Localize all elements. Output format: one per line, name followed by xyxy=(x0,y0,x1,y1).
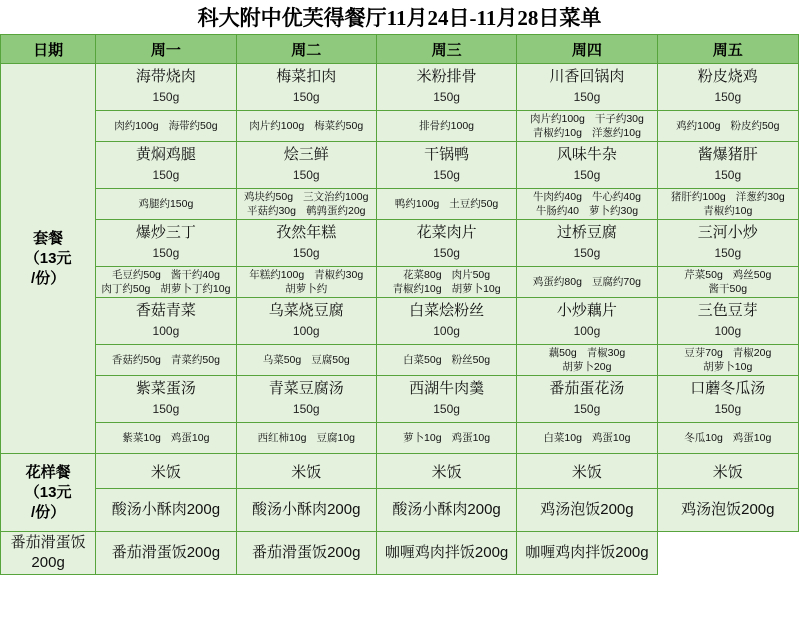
ingredient: 青椒20g xyxy=(732,347,772,359)
ingredient: 年糕约100g xyxy=(249,269,305,281)
dish-name: 米粉排骨 xyxy=(416,68,477,85)
dish-cell xyxy=(96,298,236,345)
dish-cell xyxy=(236,142,376,189)
staple-cell: 米饭 xyxy=(96,454,236,489)
ingredient: 胡萝卜丁约10g xyxy=(160,283,231,295)
header-day-5: 周五 xyxy=(657,35,798,64)
ingredient: 鸡腿约150g xyxy=(138,198,194,210)
dish-name: 香菇青菜 xyxy=(135,302,196,319)
ingredient: 胡萝卜约 xyxy=(285,283,328,295)
dish-weight: 200g xyxy=(186,501,221,518)
dish-weight: 150g xyxy=(152,402,180,416)
dish-name: 酱爆猪肝 xyxy=(697,146,758,163)
ingredient: 牛心约40g xyxy=(591,191,641,203)
ingredient: 胡萝卜10g xyxy=(451,283,501,295)
dish-cell xyxy=(376,376,516,423)
ingredient: 猪肝约100g xyxy=(670,191,726,203)
dish-name: 过桥豆腐 xyxy=(556,224,617,241)
ingredient-cell xyxy=(517,189,657,220)
ingredient: 香菇约50g xyxy=(111,354,161,366)
ingredient: 牛肠约40 xyxy=(535,205,580,217)
flower-meal-cell xyxy=(517,532,657,575)
ingredient-cell xyxy=(517,267,657,298)
ingredient: 三文治约100g xyxy=(303,191,369,203)
dish-weight: 150g xyxy=(573,402,601,416)
flower-meal-cell xyxy=(517,489,657,532)
ingredient: 洋葱约10g xyxy=(591,127,641,139)
ingredient: 海带约50g xyxy=(168,120,218,132)
dish-cell xyxy=(236,64,376,111)
ingredient: 鸡蛋10g xyxy=(170,432,210,444)
dish-weight: 150g xyxy=(292,402,320,416)
header-day-1: 周一 xyxy=(96,35,236,64)
ingredient-cell xyxy=(657,189,798,220)
ingredient-cell xyxy=(517,111,657,142)
ingredient: 豆芽70g xyxy=(684,347,723,359)
ingredient: 冬瓜10g xyxy=(684,432,723,444)
flower-meal-cell xyxy=(657,489,798,532)
ingredient: 酱干50g xyxy=(708,283,748,295)
dish-weight: 100g xyxy=(714,324,742,338)
dish-weight: 200g xyxy=(186,544,221,561)
ingredient: 鸡丝50g xyxy=(732,269,772,281)
table-row xyxy=(1,532,799,575)
table-row xyxy=(1,64,799,111)
dish-weight: 150g xyxy=(573,90,601,104)
dish-weight: 150g xyxy=(714,246,742,260)
dish-cell xyxy=(96,376,236,423)
ingredient-cell xyxy=(657,423,798,454)
dish-cell xyxy=(96,220,236,267)
dish-weight: 200g xyxy=(615,544,649,561)
ingredient-cell xyxy=(376,111,516,142)
dish-weight: 200g xyxy=(741,501,775,518)
dish-weight: 150g xyxy=(152,246,180,260)
ingredient: 青菜约50g xyxy=(170,354,220,366)
ingredient: 白菜10g xyxy=(543,432,582,444)
dish-name: 咖喱鸡肉拌饭 xyxy=(384,544,475,561)
dish-cell xyxy=(517,220,657,267)
section-label-set-meal: 套餐 （13元 /份） xyxy=(1,64,96,454)
dish-name: 番茄滑蛋饭 xyxy=(111,544,187,561)
dish-cell xyxy=(376,64,516,111)
dish-weight: 100g xyxy=(292,324,320,338)
table-row xyxy=(1,376,799,423)
ingredient: 青椒约10g xyxy=(392,283,442,295)
ingredient-cell xyxy=(657,345,798,376)
dish-name: 酸汤小酥肉 xyxy=(392,501,468,518)
dish-cell xyxy=(236,220,376,267)
dish-cell xyxy=(517,298,657,345)
ingredient-cell xyxy=(236,345,376,376)
dish-name: 番茄滑蛋饭 xyxy=(252,544,328,561)
ingredient: 梅菜约50g xyxy=(314,120,364,132)
dish-cell xyxy=(96,142,236,189)
dish-cell xyxy=(376,142,516,189)
table-row xyxy=(1,142,799,189)
ingredient: 牛肉约40g xyxy=(532,191,582,203)
ingredient: 土豆约50g xyxy=(449,198,499,210)
ingredient-cell xyxy=(657,111,798,142)
ingredient: 芹菜50g xyxy=(684,269,723,281)
ingredient: 萝卜10g xyxy=(403,432,442,444)
ingredient-cell xyxy=(376,189,516,220)
ingredient: 鸭约100g xyxy=(394,198,440,210)
dish-weight: 150g xyxy=(292,90,320,104)
dish-weight: 150g xyxy=(292,246,320,260)
table-row xyxy=(1,454,799,489)
ingredient: 鸡约100g xyxy=(676,120,721,132)
ingredient: 乌菜50g xyxy=(262,354,302,366)
dish-name: 爆炒三丁 xyxy=(135,224,196,241)
ingredient: 肉片约100g xyxy=(529,113,585,125)
dish-cell xyxy=(376,298,516,345)
flower-meal-cell xyxy=(236,532,376,575)
dish-cell xyxy=(517,64,657,111)
dish-cell xyxy=(236,298,376,345)
ingredient: 鸡蛋10g xyxy=(732,432,772,444)
ingredient: 洋葱约30g xyxy=(735,191,785,203)
dish-name: 花菜肉片 xyxy=(416,224,477,241)
table-row xyxy=(1,220,799,267)
ingredient: 鸡蛋10g xyxy=(591,432,631,444)
dish-weight: 200g xyxy=(327,501,361,518)
flower-meal-cell xyxy=(96,532,236,575)
ingredient-cell xyxy=(236,189,376,220)
staple-cell: 米饭 xyxy=(657,454,798,489)
dish-weight: 150g xyxy=(714,168,742,182)
ingredient: 鸡蛋10g xyxy=(451,432,491,444)
dish-weight: 150g xyxy=(573,168,601,182)
ingredient: 粉皮约50g xyxy=(730,120,780,132)
dish-name: 紫菜蛋汤 xyxy=(135,380,196,397)
dish-cell xyxy=(517,376,657,423)
ingredient-cell xyxy=(376,423,516,454)
dish-name: 酸汤小酥肉 xyxy=(252,501,328,518)
dish-cell xyxy=(376,220,516,267)
ingredient-cell xyxy=(517,345,657,376)
flower-meal-cell xyxy=(96,489,236,532)
dish-name: 粉皮烧鸡 xyxy=(697,68,758,85)
dish-weight: 200g xyxy=(31,554,65,571)
dish-weight: 200g xyxy=(474,544,509,561)
page-title: 科大附中优芙得餐厅11月24日-11月28日菜单 xyxy=(0,0,799,34)
ingredient: 白菜50g xyxy=(403,354,442,366)
dish-cell xyxy=(517,142,657,189)
dish-weight: 100g xyxy=(152,324,180,338)
dish-cell xyxy=(236,376,376,423)
ingredient: 鹌鹑蛋约20g xyxy=(306,205,366,217)
dish-weight: 200g xyxy=(327,544,361,561)
staple-cell: 米饭 xyxy=(236,454,376,489)
dish-weight: 150g xyxy=(433,246,460,260)
header-day-3: 周三 xyxy=(376,35,516,64)
ingredient: 青椒约10g xyxy=(532,127,582,139)
table-row xyxy=(1,489,799,532)
ingredient: 萝卜约30g xyxy=(589,205,639,217)
dish-cell xyxy=(657,298,798,345)
dish-cell xyxy=(657,220,798,267)
dish-name: 海带烧肉 xyxy=(135,68,196,85)
dish-name: 孜然年糕 xyxy=(276,224,337,241)
flower-meal-cell xyxy=(376,532,516,575)
header-day-2: 周二 xyxy=(236,35,376,64)
dish-name: 干锅鸭 xyxy=(424,146,470,163)
dish-weight: 150g xyxy=(573,246,601,260)
ingredient-cell xyxy=(236,111,376,142)
dish-weight: 200g xyxy=(467,501,501,518)
dish-name: 口蘑冬瓜汤 xyxy=(690,380,766,397)
dish-name: 乌菜烧豆腐 xyxy=(268,302,344,319)
dish-weight: 150g xyxy=(433,168,460,182)
ingredient: 青椒约30g xyxy=(314,269,364,281)
ingredient-cell xyxy=(236,267,376,298)
table-row xyxy=(1,345,799,376)
ingredient: 毛豆约50g xyxy=(111,269,161,281)
ingredient: 胡萝卜10g xyxy=(703,361,753,373)
dish-weight: 150g xyxy=(433,402,460,416)
ingredient: 鸡块约50g xyxy=(244,191,294,203)
ingredient: 粉丝50g xyxy=(451,354,491,366)
dish-weight: 150g xyxy=(714,402,742,416)
dish-name: 番茄滑蛋饭 xyxy=(10,534,86,551)
dish-name: 三河小炒 xyxy=(697,224,758,241)
ingredient-cell xyxy=(236,423,376,454)
dish-name: 烩三鲜 xyxy=(283,146,329,163)
table-row xyxy=(1,298,799,345)
ingredient-cell xyxy=(96,189,236,220)
dish-weight: 100g xyxy=(573,324,601,338)
ingredient-cell xyxy=(96,345,236,376)
dish-name: 鸡汤泡饭 xyxy=(540,501,601,518)
ingredient: 豆腐10g xyxy=(316,432,356,444)
dish-name: 黄焖鸡腿 xyxy=(135,146,196,163)
ingredient: 平菇约30g xyxy=(246,205,296,217)
ingredient-cell xyxy=(517,423,657,454)
ingredient-cell xyxy=(96,267,236,298)
dish-weight: 150g xyxy=(152,168,180,182)
ingredient: 豆腐约70g xyxy=(591,276,641,288)
ingredient-cell xyxy=(376,345,516,376)
table-row xyxy=(1,423,799,454)
ingredient: 胡萝卜20g xyxy=(562,361,612,373)
dish-name: 梅菜扣肉 xyxy=(276,68,337,85)
dish-cell xyxy=(657,64,798,111)
ingredient: 鸡蛋约80g xyxy=(532,276,582,288)
flower-meal-cell xyxy=(1,532,96,575)
dish-cell xyxy=(657,142,798,189)
table-row xyxy=(1,267,799,298)
dish-name: 三色豆芽 xyxy=(697,302,758,319)
ingredient: 花菜80g xyxy=(403,269,442,281)
ingredient-cell xyxy=(376,267,516,298)
ingredient: 紫菜10g xyxy=(122,432,161,444)
header-day-4: 周四 xyxy=(517,35,657,64)
staple-cell: 米饭 xyxy=(517,454,657,489)
dish-name: 小炒藕片 xyxy=(556,302,617,319)
dish-weight: 150g xyxy=(714,90,742,104)
dish-weight: 100g xyxy=(433,324,460,338)
table-row xyxy=(1,189,799,220)
ingredient: 豆腐50g xyxy=(311,354,350,366)
dish-name: 鸡汤泡饭 xyxy=(681,501,742,518)
dish-cell xyxy=(96,64,236,111)
dish-weight: 150g xyxy=(433,90,460,104)
ingredient: 肉片50g xyxy=(451,269,491,281)
ingredient: 青椒约10g xyxy=(703,205,753,217)
dish-name: 酸汤小酥肉 xyxy=(111,501,187,518)
dish-name: 西湖牛肉羹 xyxy=(409,380,485,397)
dish-name: 番茄蛋花汤 xyxy=(549,380,625,397)
dish-weight: 200g xyxy=(600,501,634,518)
dish-name: 川香回锅肉 xyxy=(549,68,625,85)
ingredient: 干子约30g xyxy=(594,113,644,125)
ingredient: 肉约100g xyxy=(114,120,159,132)
ingredient-cell xyxy=(96,111,236,142)
table-row xyxy=(1,111,799,142)
menu-table xyxy=(0,34,799,575)
header-date-label: 日期 xyxy=(1,35,96,64)
section-label-flower-meal: 花样餐 （13元 /份） xyxy=(1,454,96,532)
dish-name: 青菜豆腐汤 xyxy=(268,380,344,397)
ingredient: 西红柿10g xyxy=(257,432,307,444)
ingredient: 排骨约100g xyxy=(419,120,475,132)
ingredient: 肉丁约50g xyxy=(101,283,151,295)
ingredient: 肉片约100g xyxy=(249,120,305,132)
dish-weight: 150g xyxy=(292,168,320,182)
flower-meal-cell xyxy=(376,489,516,532)
ingredient: 酱干约40g xyxy=(170,269,220,281)
flower-meal-cell xyxy=(236,489,376,532)
ingredient-cell xyxy=(96,423,236,454)
dish-cell xyxy=(657,376,798,423)
dish-name: 咖喱鸡肉拌饭 xyxy=(525,544,616,561)
dish-name: 白菜烩粉丝 xyxy=(409,302,485,319)
dish-name: 风味牛杂 xyxy=(556,146,617,163)
ingredient: 青椒30g xyxy=(586,347,626,359)
ingredient: 藕50g xyxy=(548,347,577,359)
ingredient-cell xyxy=(657,267,798,298)
table-header-row xyxy=(1,35,799,64)
staple-cell: 米饭 xyxy=(376,454,516,489)
dish-weight: 150g xyxy=(152,90,180,104)
